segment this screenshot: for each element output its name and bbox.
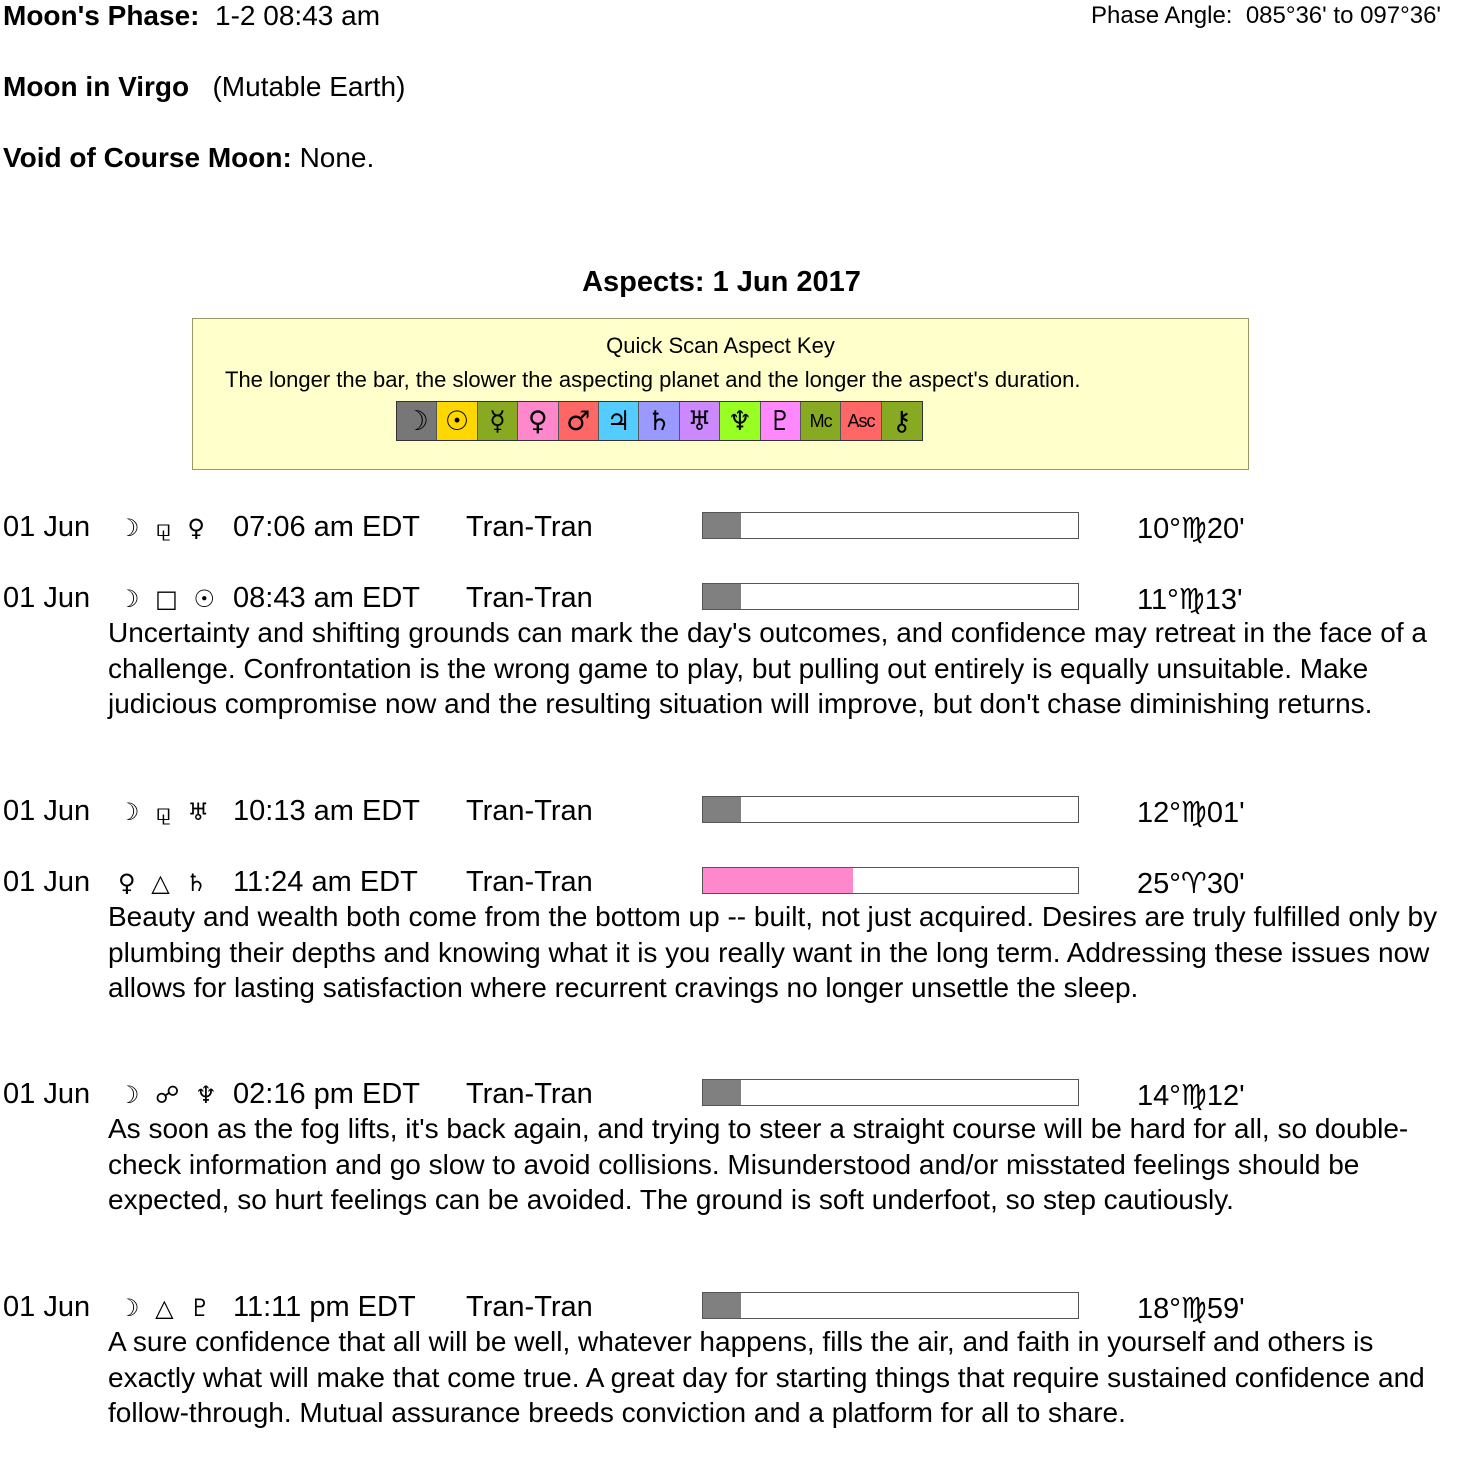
aspect-time: 08:43 am EDT	[233, 582, 420, 614]
phase-angle-label: Phase Angle:	[1091, 2, 1233, 29]
aspects-title: Aspects: 1 Jun 2017	[582, 266, 861, 298]
aspect-glyphs: ☽ ⚼ ♅	[118, 798, 213, 826]
aspect-type: Tran-Tran	[466, 866, 593, 898]
aspect-key-box	[192, 318, 1249, 470]
aspect-glyphs: ☽ □ ☉	[118, 585, 219, 613]
planet-key-row	[396, 401, 923, 441]
aspect-time: 02:16 pm EDT	[233, 1078, 420, 1110]
moon-phase-label: Moon's Phase:	[3, 0, 200, 31]
duration-bar-fill	[703, 1293, 741, 1318]
aspect-position: 12°♍01'	[1137, 797, 1245, 829]
sun-icon: ☉	[437, 402, 477, 440]
aspect-glyphs: ☽ ☍ ♆	[118, 1081, 221, 1109]
aspect-date: 01 Jun	[3, 866, 91, 898]
jupiter-icon: ♃	[599, 402, 639, 440]
duration-bar	[702, 867, 1079, 894]
duration-bar-fill	[703, 1080, 741, 1105]
aspect-position: 25°♈30'	[1137, 868, 1245, 900]
duration-bar-fill	[703, 797, 741, 822]
aspect-date: 01 Jun	[3, 1291, 91, 1323]
mars-icon: ♂	[559, 402, 599, 440]
aspect-description: As soon as the fog lifts, it's back again, and trying to steer a straight course will be hard for all, so double-check information and go slow to avoid collisions. Misunderstood and/or misstated feelings should be expected, so hurt feelings can be avoided. The ground is soft underfoot, so step cautiously.	[108, 1113, 1409, 1215]
aspect-type: Tran-Tran	[466, 1291, 593, 1323]
duration-bar-fill	[703, 513, 741, 538]
moon-phase-line	[3, 0, 380, 32]
aspect-time: 11:11 pm EDT	[233, 1291, 416, 1323]
aspect-description: Beauty and wealth both come from the bottom up -- built, not just acquired. Desires are truly fulfilled only by plumbing their depths and knowing what it is you really want in the long term. Addressing these issues now allows for lasting satisfaction where recurrent cravings no longer unsettle the sleep.	[108, 901, 1438, 1003]
key-description: The longer the bar, the slower the aspecting planet and the longer the aspect's duration.	[225, 367, 1081, 392]
aspect-time: 10:13 am EDT	[233, 795, 420, 827]
aspect-date: 01 Jun	[3, 511, 91, 543]
aspect-glyphs: ☽ ⚼ ♀	[118, 514, 209, 542]
venus-icon: ♀	[518, 402, 558, 440]
chiron-icon: ⚷	[882, 402, 922, 440]
moon-sign-element: (Mutable Earth)	[212, 71, 406, 102]
aspect-position: 10°♍20'	[1137, 513, 1245, 545]
saturn-icon: ♄	[639, 402, 679, 440]
aspect-position: 11°♍13'	[1137, 584, 1243, 616]
aspect-time: 07:06 am EDT	[233, 511, 420, 543]
moon-sign-label: Moon in Virgo	[3, 71, 190, 102]
duration-bar	[702, 583, 1079, 610]
aspect-date: 01 Jun	[3, 582, 91, 614]
aspect-date: 01 Jun	[3, 795, 91, 827]
duration-bar	[702, 1079, 1079, 1106]
uranus-icon: ♅	[680, 402, 720, 440]
void-value: None.	[299, 142, 375, 173]
duration-bar	[702, 796, 1079, 823]
void-label: Void of Course Moon:	[3, 142, 292, 173]
aspect-position: 14°♍12'	[1137, 1080, 1245, 1112]
aspect-time: 11:24 am EDT	[233, 866, 418, 898]
aspect-description: A sure confidence that all will be well, whatever happens, fills the air, and faith in yourself and others is exactly what will make that come true. A great day for starting things that require sustained confidence and follow-through. Mutual assurance breeds conviction and a platform for all to share.	[108, 1326, 1425, 1428]
aspect-type: Tran-Tran	[466, 582, 593, 614]
duration-bar-fill	[703, 868, 853, 893]
duration-bar	[702, 1292, 1079, 1319]
ascendant-icon: Asc	[841, 402, 881, 440]
void-of-course-line	[3, 142, 374, 174]
aspect-row	[0, 511, 1463, 551]
midheaven-icon: Mc	[801, 402, 841, 440]
aspect-type: Tran-Tran	[466, 1078, 593, 1110]
aspect-type: Tran-Tran	[466, 795, 593, 827]
pluto-icon: ♇	[761, 402, 801, 440]
aspect-type: Tran-Tran	[466, 511, 593, 543]
moon-sign-line	[3, 71, 405, 103]
duration-bar-fill	[703, 584, 741, 609]
duration-bar	[702, 512, 1079, 539]
aspect-date: 01 Jun	[3, 1078, 91, 1110]
moon-icon: ☽	[397, 402, 437, 440]
aspect-row	[0, 795, 1463, 835]
aspect-glyphs: ♀ △ ♄	[118, 869, 211, 897]
phase-angle-value: 085°36' to 097°36'	[1245, 2, 1441, 29]
aspect-description: Uncertainty and shifting grounds can mark the day's outcomes, and confidence may retreat in the face of a challenge. Confrontation is the wrong game to play, but pulling out entirely is equally unsuitable. Make judicious compromise now and the resulting situation will improve, but don't chase diminishing returns.	[108, 617, 1427, 719]
phase-angle	[1091, 2, 1441, 30]
key-title: Quick Scan Aspect Key	[606, 333, 835, 358]
aspect-glyphs: ☽ △ ♇	[118, 1294, 215, 1322]
aspect-position: 18°♍59'	[1137, 1293, 1245, 1325]
moon-phase-value: 1-2 08:43 am	[215, 0, 381, 31]
mercury-icon: ☿	[478, 402, 518, 440]
neptune-icon: ♆	[720, 402, 760, 440]
